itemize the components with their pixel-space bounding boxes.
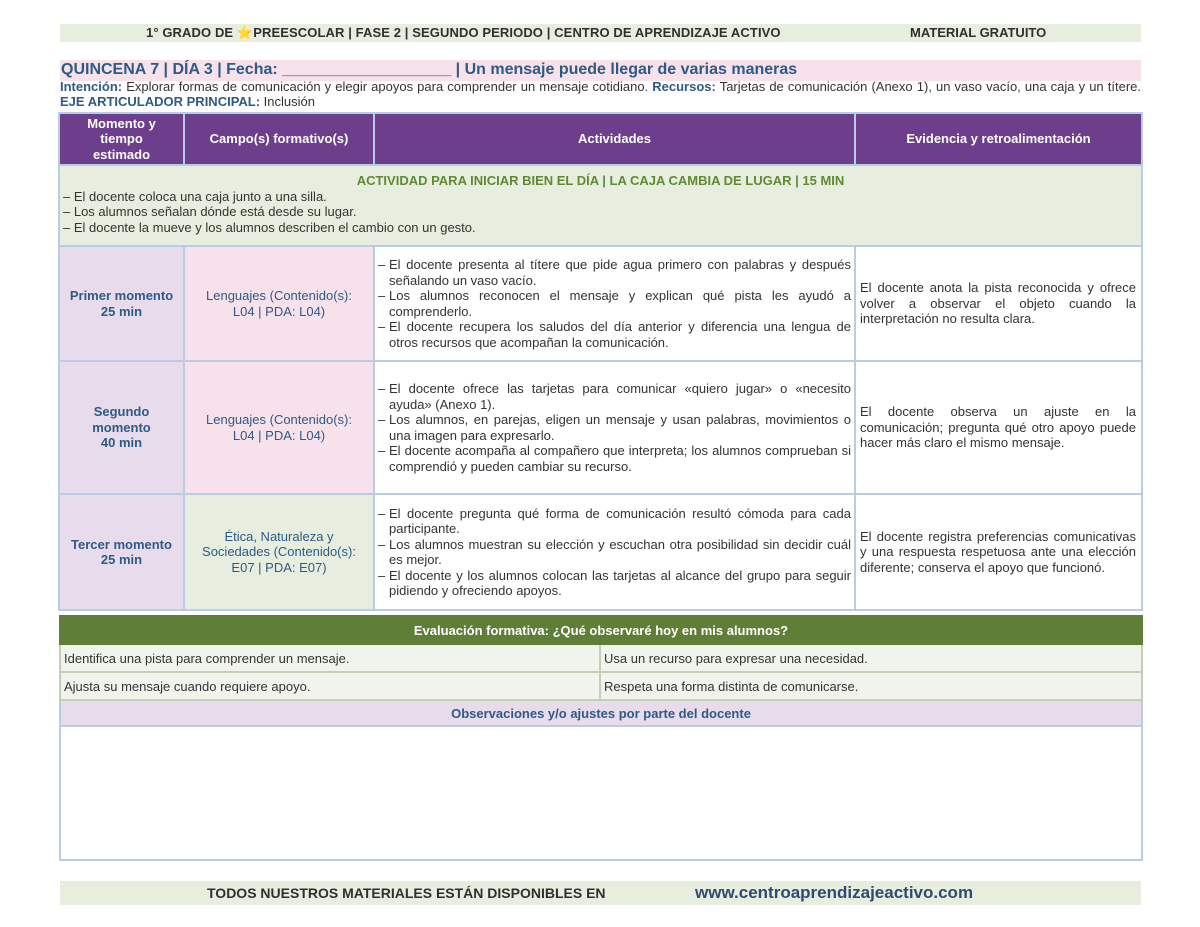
- intent-label: Intención:: [60, 79, 123, 94]
- axis-text: Inclusión: [260, 94, 315, 109]
- activities-cell: [374, 494, 855, 610]
- start-activity-line: – El docente coloca una caja junto a una silla.: [63, 188, 327, 204]
- header-activities: Actividades: [374, 113, 855, 165]
- footer-bar: [60, 881, 1141, 905]
- header-rest: PREESCOLAR | FASE 2 | SEGUNDO PERIODO | CENTRO DE APRENDIZAJE ACTIVO: [253, 25, 781, 40]
- activity-item: – Los alumnos muestran su elección y escuchan otra posibilidad sin decidir cuál es mejor.: [378, 536, 851, 567]
- campo-cell: Lenguajes (Contenido(s): L04 | PDA: L04): [184, 246, 374, 361]
- evaluation-table: [59, 615, 1143, 861]
- footer-text: TODOS NUESTROS MATERIALES ESTÁN DISPONIBLES EN: [207, 885, 606, 901]
- activity-item: – Los alumnos reconocen el mensaje y explican qué pista les ayudó a comprenderlo.: [378, 288, 851, 319]
- start-activity-line: – Los alumnos señalan dónde está desde su lugar.: [63, 204, 357, 219]
- observations-area[interactable]: [60, 726, 1142, 860]
- start-activity-row: [59, 165, 1142, 246]
- resources-label: Recursos:: [652, 79, 716, 94]
- moment-name: Primer momento: [69, 288, 174, 303]
- evaluation-heading: Evaluación formativa: ¿Qué observaré hoy en mis alumnos?: [60, 616, 1142, 644]
- moment-time: 25 min: [100, 552, 143, 567]
- header-campo: Campo(s) formativo(s): [184, 113, 374, 165]
- evaluation-item: Respeta una forma distinta de comunicarse.: [600, 672, 1142, 700]
- start-activity-line: – El docente la mueve y los alumnos describen el cambio con un gesto.: [63, 219, 476, 235]
- activity-item: – Los alumnos, en parejas, eligen un mensaje y usan palabras, movimientos o una imagen para expresarlo.: [378, 412, 851, 443]
- activity-item: – El docente ofrece las tarjetas para comunicar «quiero jugar» o «necesito ayuda» (Anexo 1).: [378, 381, 851, 412]
- moment-name: Segundo momento: [92, 404, 151, 435]
- moment-cell: [59, 494, 184, 610]
- evaluation-item: Ajusta su mensaje cuando requiere apoyo.: [60, 672, 600, 700]
- planning-table: [58, 112, 1143, 611]
- intent-paragraph: [60, 79, 1141, 109]
- table-row: [59, 494, 1142, 610]
- table-header-row: [59, 113, 1142, 165]
- moment-time: 40 min: [100, 435, 143, 451]
- header-moment: Momento y tiempo estimado: [59, 113, 184, 165]
- axis-label: EJE ARTICULADOR PRINCIPAL:: [60, 94, 261, 109]
- moment-cell: [59, 361, 184, 494]
- evidence-cell: El docente anota la pista reconocida y ofrece volver a observar el objeto cuando la interpretación no resulta clara.: [855, 246, 1142, 361]
- moment-name: Tercer momento: [71, 536, 172, 552]
- evaluation-item: Usa un recurso para expresar una necesidad.: [600, 644, 1142, 672]
- evaluation-item: Identifica una pista para comprender un mensaje.: [60, 644, 600, 672]
- header-free-material: MATERIAL GRATUITO: [910, 25, 1047, 40]
- activities-cell: [374, 361, 855, 494]
- evidence-cell: El docente registra preferencias comunicativas y una respuesta respetuosa ante una elección diferente; conserva el apoyo que funcionó.: [855, 494, 1142, 610]
- intent-text: Explorar formas de comunicación y elegir apoyos para comprender un mensaje cotidiano.: [122, 79, 653, 94]
- evidence-cell: El docente observa un ajuste en la comunicación; pregunta qué otro apoyo puede hacer más claro el mismo mensaje.: [855, 361, 1142, 494]
- moment-time: 25 min: [100, 303, 143, 319]
- header-evidence: Evidencia y retroalimentación: [855, 113, 1142, 165]
- resources-text: Tarjetas de comunicación (Anexo 1), un vaso vacío, una caja y un títere.: [715, 79, 1141, 94]
- star-icon: ⭐: [236, 25, 254, 40]
- observations-heading: Observaciones y/o ajustes por parte del docente: [60, 700, 1142, 726]
- activity-item: – El docente presenta al títere que pide agua primero con palabras y después señalando un vaso vacío.: [378, 257, 851, 288]
- campo-cell: Ética, Naturaleza y Sociedades (Contenido(s): E07 | PDA: E07): [184, 494, 374, 610]
- campo-cell: Lenguajes (Contenido(s): L04 | PDA: L04): [184, 361, 374, 494]
- header-grade-line: [146, 25, 781, 41]
- activity-item: – El docente pregunta qué forma de comunicación resultó cómoda para cada participante.: [378, 505, 851, 536]
- activity-item: – El docente acompaña al compañero que interpreta; los alumnos comprueban si comprendió y pueden cambiar su recurso.: [378, 443, 851, 474]
- header-prefix: 1° GRADO DE: [146, 25, 237, 40]
- start-activity-cell: [59, 165, 1142, 246]
- table-row: [59, 246, 1142, 361]
- activity-item: – El docente y los alumnos colocan las tarjetas al alcance del grupo para seguir pidiendo y ofreciendo apoyos.: [378, 567, 851, 598]
- activity-item: – El docente recupera los saludos del día anterior y diferencia una lengua de otros recursos que acompañan la comunicación.: [378, 319, 851, 350]
- moment-cell: [59, 246, 184, 361]
- footer-url-link[interactable]: www.centroaprendizajeactivo.com: [695, 883, 974, 902]
- page-title: QUINCENA 7 | DÍA 3 | Fecha: ___________________ | Un mensaje puede llegar de varias maneras: [60, 60, 1141, 81]
- header-bar: [60, 24, 1141, 42]
- table-row: [59, 361, 1142, 494]
- start-activity-heading: ACTIVIDAD PARA INICIAR BIEN EL DÍA | LA CAJA CAMBIA DE LUGAR | 15 MIN: [356, 173, 845, 188]
- activities-cell: [374, 246, 855, 361]
